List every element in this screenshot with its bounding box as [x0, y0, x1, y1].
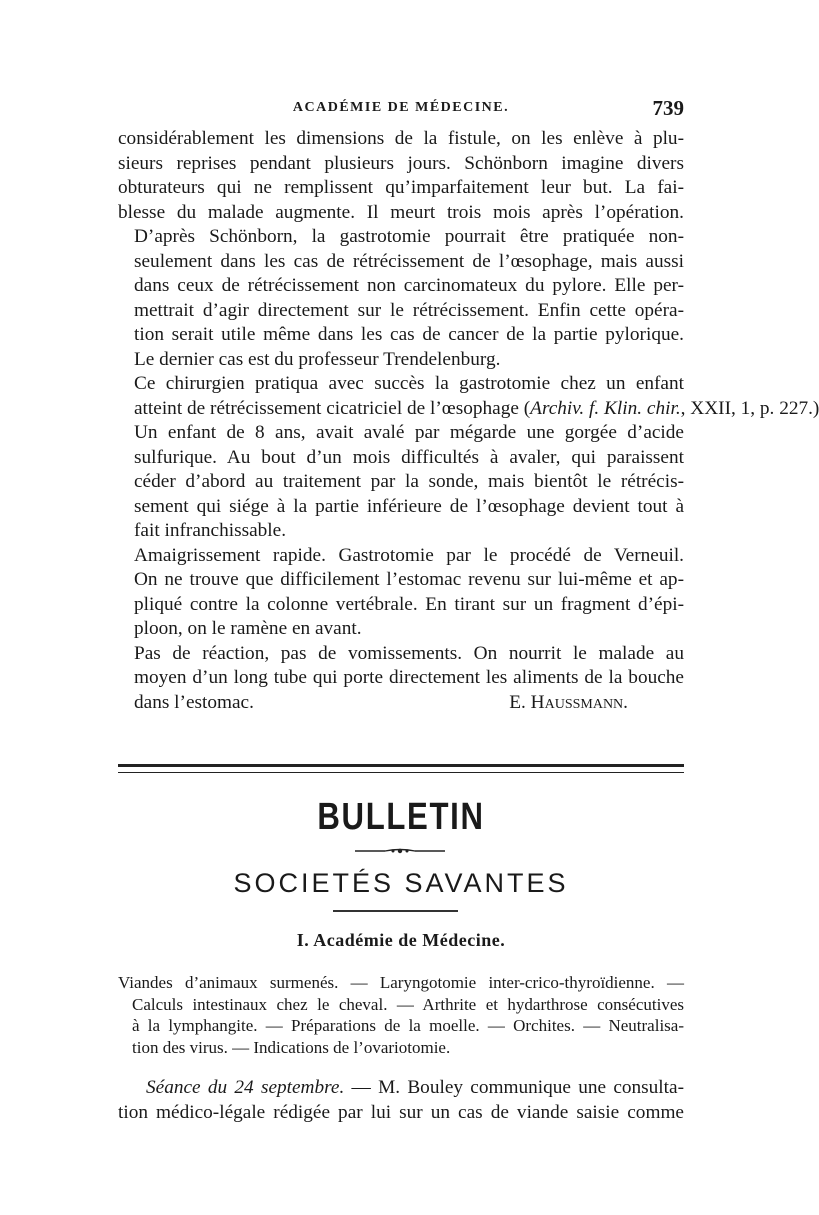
text-line: Amaigrissement rapide. Gastrotomie par le procédé de Verneuil.	[134, 544, 684, 566]
text-line: blesse du malade augmente. Il meurt trois mois après l’opération.	[118, 201, 684, 223]
text-segment: atteint de rétrécissement cicatriciel de l’œsophage	[134, 397, 519, 419]
seance-text	[118, 1075, 684, 1125]
text-line: seulement dans les cas de rétrécissement de l’œsophage, mais aussi	[134, 250, 684, 272]
bulletin-title: BULLETIN	[317, 796, 485, 838]
paragraph-5	[118, 421, 684, 544]
paragraph-1	[118, 127, 684, 225]
summary-line: tion des virus. — Indications de l’ovariotomie.	[132, 1037, 451, 1057]
citation-journal: Archiv. f. Klin. chir.	[530, 397, 681, 419]
paragraph-3	[118, 348, 684, 373]
running-head	[118, 96, 684, 126]
signature-line	[118, 691, 684, 716]
summary-line: à la lymphangite. — Préparations de la moelle. — Orchites. — Neutralisa-	[132, 1016, 684, 1035]
summary-line: Viandes d’animaux surmenés. — Laryngotomie inter-crico-thyroïdienne. —	[118, 973, 684, 992]
paragraph-6	[118, 544, 684, 642]
text-line: sulfurique. Au bout d’un mois difficultés à avaler, qui paraissent	[134, 446, 684, 468]
text-line: céder d’abord au traitement par la sonde, mais bientôt le rétrécis-	[134, 471, 684, 492]
section-heading: I. Académie de Médecine.	[296, 930, 506, 950]
running-title: ACADÉMIE DE MÉDECINE.	[292, 100, 510, 115]
text-segment: — M. Bouley communique une consulta-	[344, 1077, 684, 1098]
paragraph-4	[118, 372, 819, 421]
text-line: tion médico-légale rédigée par lui sur un cas de viande saisie comme	[118, 1102, 684, 1123]
summary-line: Calculs intestinaux chez le cheval. — Arthrite et hydarthrose consécutives	[132, 994, 684, 1014]
text-line: Le dernier cas est du professeur Trendelenburg.	[134, 348, 501, 370]
session-summary	[118, 972, 684, 1058]
text-line: Ce chirurgien pratiqua avec succès la gastrotomie chez un enfant	[134, 373, 684, 394]
bulletin-subtitle: SOCIETÉS SAVANTES	[233, 868, 569, 898]
paragraph-2	[118, 225, 684, 348]
summary-paragraph	[118, 972, 684, 1058]
text-line: ploon, on le ramène en avant.	[134, 618, 362, 639]
text-line	[118, 397, 819, 422]
text-line: sieurs reprises pendant plusieurs jours. Schönborn imagine divers	[118, 152, 684, 174]
text-line: Pas de réaction, pas de vomissements. On nourrit le malade au	[134, 642, 684, 664]
citation-rest: , XXII, 1, p. 227.)	[680, 397, 819, 419]
text-line: sement qui siége à la partie inférieure de l’œsophage devient tout à	[134, 495, 684, 517]
seance-paragraph	[118, 1075, 684, 1125]
text-line: dans ceux de rétrécissement non carcinomateux du pylore. Elle per-	[134, 275, 684, 296]
body-text	[118, 127, 819, 715]
text-line: mettrait d’agir directement sur le rétrécissement. Enfin cette opéra-	[134, 299, 684, 321]
text-line: obturateurs qui ne remplissent qu’imparfaitement leur but. La fai-	[118, 177, 684, 198]
signature: E. Haussmann.	[509, 691, 628, 713]
text-line	[118, 1075, 684, 1100]
short-rule	[333, 910, 458, 912]
seance-date: Séance du 24 septembre.	[146, 1077, 345, 1098]
text-line: tion serait utile même dans les cas de cancer de la partie pylorique.	[134, 324, 684, 345]
page-number: 739	[652, 96, 684, 120]
text-line: D’après Schönborn, la gastrotomie pourrait être pratiquée non-	[134, 226, 684, 247]
ornament-divider	[355, 848, 445, 854]
text-line: On ne trouve que difficilement l’estomac revenu sur lui-même et ap-	[134, 569, 684, 590]
section-divider	[118, 764, 684, 773]
text-segment: dans l’estomac.	[134, 691, 254, 713]
text-line: fait infranchissable.	[134, 520, 287, 541]
text-line: Un enfant de 8 ans, avait avalé par mégarde une gorgée d’acide	[134, 422, 684, 443]
paragraph-7	[118, 642, 684, 716]
citation-open: (	[518, 397, 531, 419]
text-line: considérablement les dimensions de la fistule, on les enlève à plu-	[118, 128, 684, 149]
text-line: pliqué contre la colonne vertébrale. En tirant sur un fragment d’épi-	[134, 593, 684, 615]
text-line: moyen d’un long tube qui porte directement les aliments de la bouche	[134, 667, 684, 688]
